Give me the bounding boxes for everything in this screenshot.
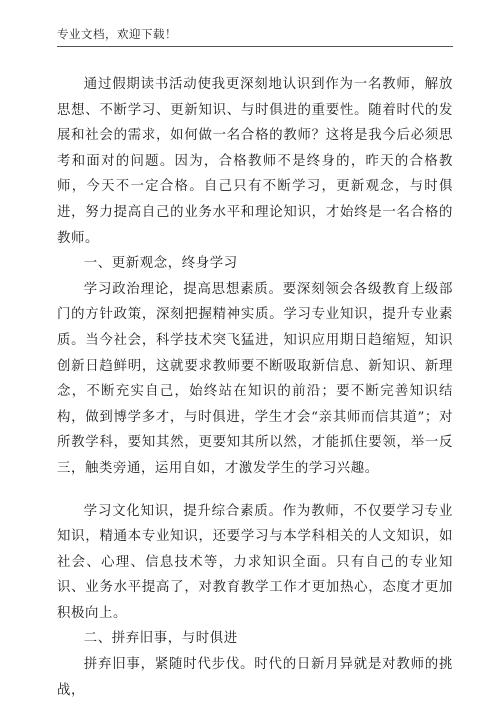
page-header: 专业文档，欢迎下载！ — [57, 27, 177, 41]
paragraph-1: 学习政治理论，提高思想素质。要深刻领会各级教育上级部门的方针政策，深刻把握精神实质。学习专业知识，提升专业素质。当今社会，科学技术突飞猛进，知识应用期日趋缩短，知识创新日趋鲜明，这就要求教师要不断吸取新信息、新知识、新理念，不断充实自己，始终站在知识的前沿；要不断完善知识结构，做到博学多才，与时俱进，学生才会“亲其师而信其道”；对所教学科，要知其然，更要知其所以然，才能抓住要领，举一反三，触类旁通，运用自如，才激发学生的学习兴趣。 — [57, 281, 453, 476]
header-divider — [57, 46, 453, 47]
paragraph-3: 拼弃旧事，紧随时代步伐。时代的日新月异就是对教师的挑战， — [57, 657, 453, 698]
paragraph-2: 学习文化知识，提升综合素质。作为教师，不仅要学习专业知识，精通本专业知识，还要学习与本学科相关的人文知识，如社会、心理、信息技术等，力求知识全面。只有自己的专业知识、业务水平提高了，对教育教学工作才更加热心，态度才更加积极向上。 — [57, 503, 453, 621]
section-heading-1: 一、更新观念，终身学习 — [83, 256, 238, 272]
document-body — [57, 72, 453, 703]
section-heading-2: 二、拼弃旧事，与时俱进 — [83, 631, 238, 647]
intro-paragraph: 通过假期读书活动使我更深刻地认识到作为一名教师，解放思想、不断学习、更新知识、与时俱进的重要性。随着时代的发展和社会的需求，如何做一名合格的教师？这将是我今后必须思考和面对的问题。因为，合格教师不是终身的，昨天的合格教师，今天不一定合格。自己只有不断学习，更新观念，与时俱进，努力提高自己的业务水平和理论知识，才始终是一名合格的教师。 — [57, 77, 453, 246]
